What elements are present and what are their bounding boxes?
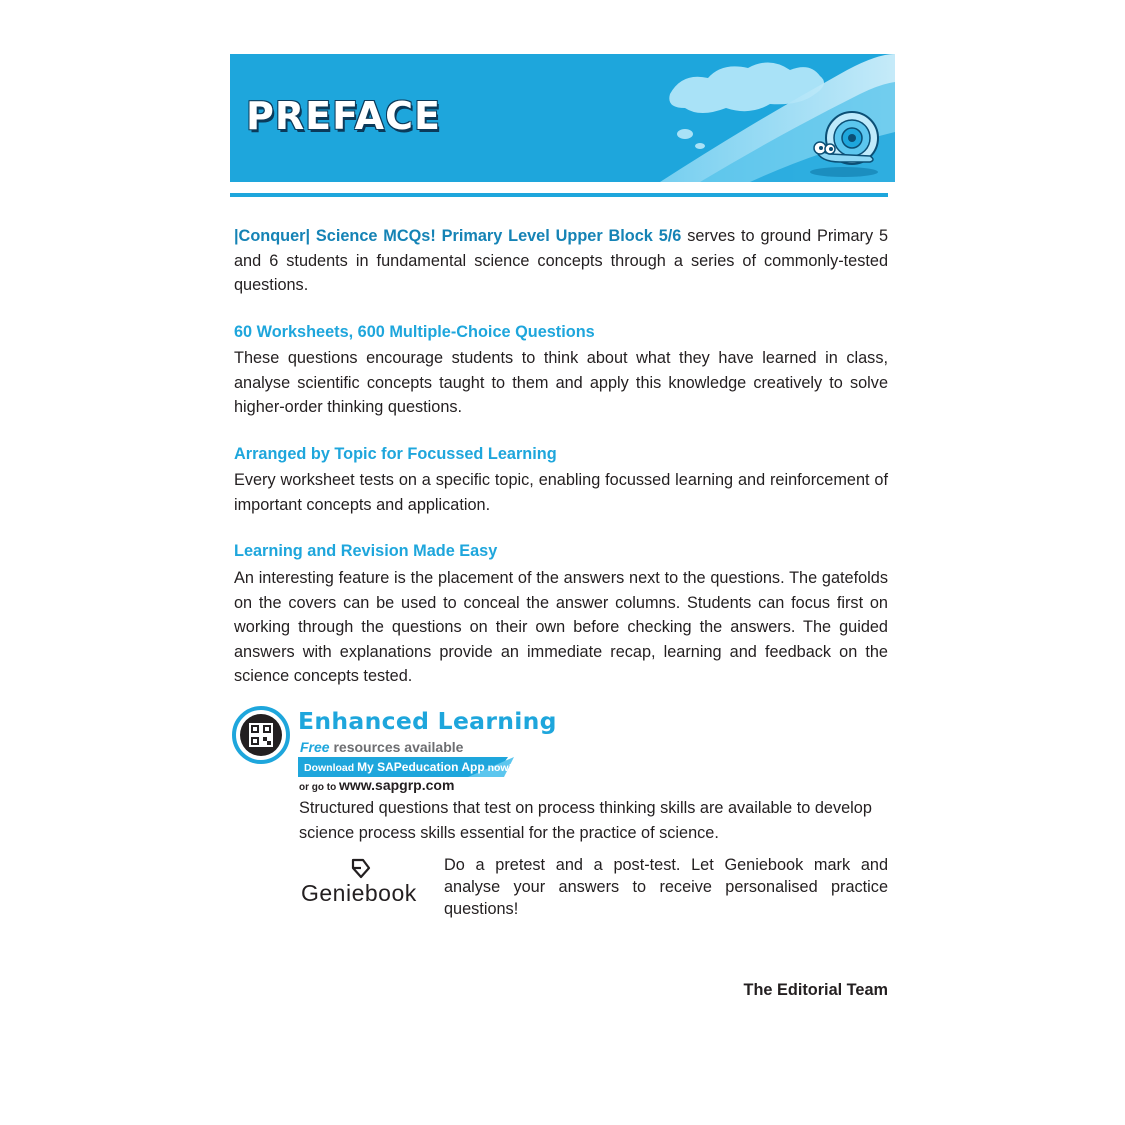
qr-badge-icon <box>232 706 290 764</box>
section-heading-worksheets: 60 Worksheets, 600 Multiple-Choice Questions <box>234 323 595 341</box>
section-heading-revision: Learning and Revision Made Easy <box>234 542 498 560</box>
website-link[interactable]: www.sapgrp.com <box>339 777 455 793</box>
section-body-topic: Every worksheet tests on a specific topic, enabling focussed learning and reinforcement of important concepts and application. <box>234 471 888 514</box>
section-heading-topic: Arranged by Topic for Focussed Learning <box>234 445 557 463</box>
preface-banner <box>230 54 895 182</box>
intro-paragraph <box>234 224 888 298</box>
download-app-link[interactable] <box>304 760 512 774</box>
geniebook-description: Do a pretest and a post-test. Let Geniebook mark and analyse your answers to receive personalised practice questions! <box>444 856 888 918</box>
book-title: |Conquer| Science MCQs! Primary Level Upper Block 5/6 <box>234 227 682 245</box>
download-prefix: Download <box>304 762 358 774</box>
editorial-signature: The Editorial Team <box>743 981 888 999</box>
section-body-revision: An interesting feature is the placement of the answers next to the questions. The gatefolds on the covers can be used to conceal the answer columns. Students can focus first on working through the questions on their own before checking the answers. The guided answers with explanations provide an immediate recap, learning and feedback on the science concepts tested. <box>234 569 888 685</box>
download-suffix: now! <box>484 762 513 774</box>
app-name: My SAPeducation App <box>357 760 485 774</box>
section-body-worksheets: These questions encourage students to think about what they have learned in class, analyse scientific concepts taught to them and apply this knowledge creatively to solve higher-order thinking questions. <box>234 349 888 416</box>
free-word: Free <box>300 739 330 755</box>
enhanced-learning-title: Enhanced Learning <box>298 707 557 735</box>
geniebook-logo: Geniebook <box>301 880 417 906</box>
genie-lamp-icon <box>350 856 372 880</box>
intro-text: serves to ground Primary 5 and 6 students in fundamental science concepts through a series of commonly-tested questions. <box>234 227 888 294</box>
website-line <box>299 777 454 793</box>
title-rule <box>230 193 888 197</box>
goto-prefix: or go to <box>299 782 339 793</box>
page-title: PREFACE <box>246 94 441 138</box>
free-resources-text: resources available <box>329 739 464 755</box>
enhanced-description: Structured questions that test on process thinking skills are available to develop science process skills essential for the practice of science. <box>299 799 872 842</box>
free-resources-line <box>300 739 463 755</box>
